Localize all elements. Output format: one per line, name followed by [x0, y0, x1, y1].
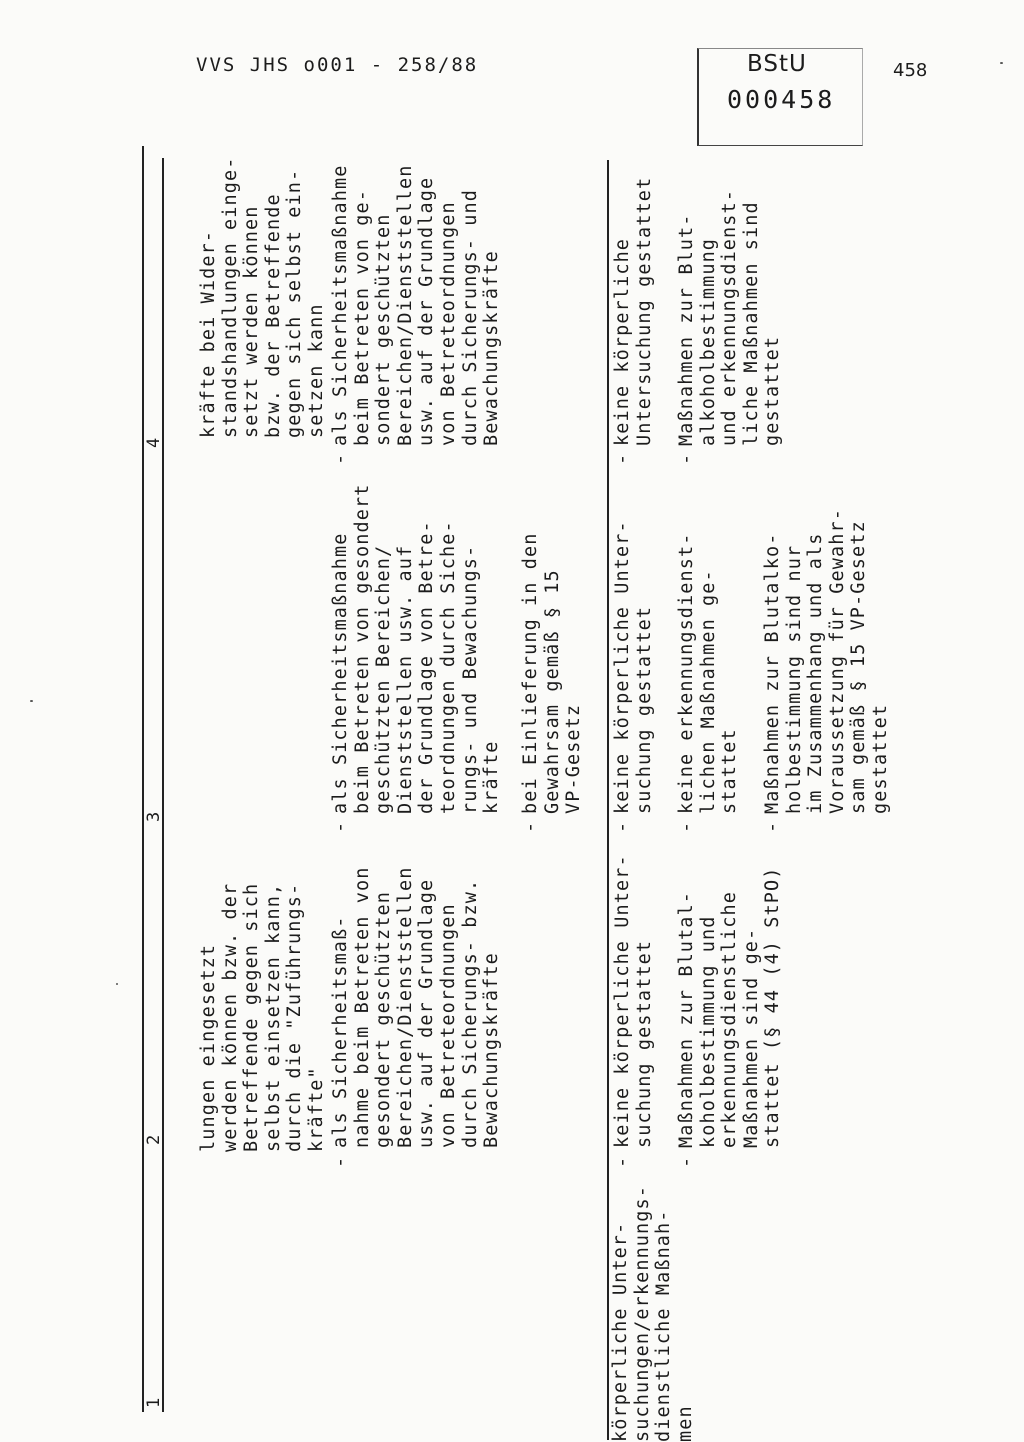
- column-header-4: 4: [144, 437, 164, 448]
- stamp-number: 000458: [727, 85, 836, 114]
- row3-col3a: keine körperliche Unter- suchung gestattet: [612, 520, 655, 814]
- row3-col2a: keine körperliche Unter- suchung gestattet: [612, 854, 655, 1148]
- rotated-table: [118, 120, 918, 1442]
- row3-col4a: keine körperliche Untersuchung gestattet: [612, 176, 655, 446]
- row2-col3b: bei Einlieferung in den Gewahrsam gemäß § 15 VP-Gesetz: [520, 532, 585, 814]
- scan-speck: [30, 700, 33, 702]
- row2-col3: als Sicherheitsmaßnahme beim Betreten von gesondert geschützten Bereichen/ Dienststellen usw. auf der Grundlage von Betre- teordnungen durch Siche- rungs- und Bewachungs- kräfte: [330, 483, 503, 814]
- bullet-dash: -: [762, 821, 783, 833]
- scan-speck: [1000, 62, 1003, 64]
- bullet-dash: -: [330, 1156, 351, 1168]
- column-header-3: 3: [144, 811, 164, 822]
- row1-col2: lungen eingesetzt werden können bzw. der Betreffende gegen sich selbst einsetzen kann, durch die "Zuführungs- kräfte": [198, 882, 327, 1152]
- document-reference: VVS JHS o001 - 258/88: [196, 54, 479, 76]
- row1-col4: kräfte bei Wider- standshandlungen einge- setzt werden können bzw. der Betreffende gegen sich selbst ein- setzen kann: [198, 156, 327, 438]
- table-header-rule: [162, 158, 164, 1412]
- bullet-dash: -: [676, 453, 697, 465]
- col1-body: körperliche Unter- suchungen/erkennungs- dienstliche Maßnah- men: [610, 1185, 696, 1442]
- bullet-dash: -: [330, 453, 351, 465]
- row3-col3b: keine erkennungsdienst- lichen Maßnahmen ge- stattet: [676, 532, 741, 814]
- row-divider: [607, 160, 609, 1440]
- page-number: 458: [893, 60, 928, 81]
- row3-col4b: Maßnahmen zur Blut- alkoholbestimmung und erkennungsdienst- liche Maßnahmen sind gestattet: [676, 189, 784, 446]
- bullet-dash: -: [330, 821, 351, 833]
- row3-col3c: Maßnahmen zur Blutalko- holbestimmung sind nur im Zusammenhang und als Voraussetzung für Gewahr- sam gemäß § 15 VP-Gesetz gestattet: [762, 508, 891, 814]
- table-top-rule: [142, 146, 144, 1412]
- bullet-dash: -: [676, 821, 697, 833]
- bullet-dash: -: [612, 821, 633, 833]
- column-header-2: 2: [144, 1134, 164, 1145]
- bullet-dash: -: [676, 1156, 697, 1168]
- row3-col2b: Maßnahmen zur Blutal- koholbestimmung und erkennungsdienstliche Maßnahmen sind ge- stattet (§ 44 (4) StPO): [676, 866, 784, 1148]
- row2-col4: als Sicherheitsmaßnahme beim Betreten von ge- sondert geschützten Bereichen/Dienststellen usw. auf der Grundlage von Betreteordnungen durch Sicherungs- und Bewachungskräfte: [330, 164, 503, 446]
- bullet-dash: -: [520, 821, 541, 833]
- stamp-organization: BStU: [747, 51, 807, 77]
- column-header-1: 1: [144, 1397, 164, 1408]
- row2-col2: als Sicherheitsmaß- nahme beim Betreten von gesondert geschützten Bereichen/Dienststellen usw. auf der Grundlage von Betreteordnungen durch Sicherungs- bzw. Bewachungskräfte: [330, 866, 503, 1148]
- bullet-dash: -: [612, 453, 633, 465]
- bullet-dash: -: [612, 1156, 633, 1168]
